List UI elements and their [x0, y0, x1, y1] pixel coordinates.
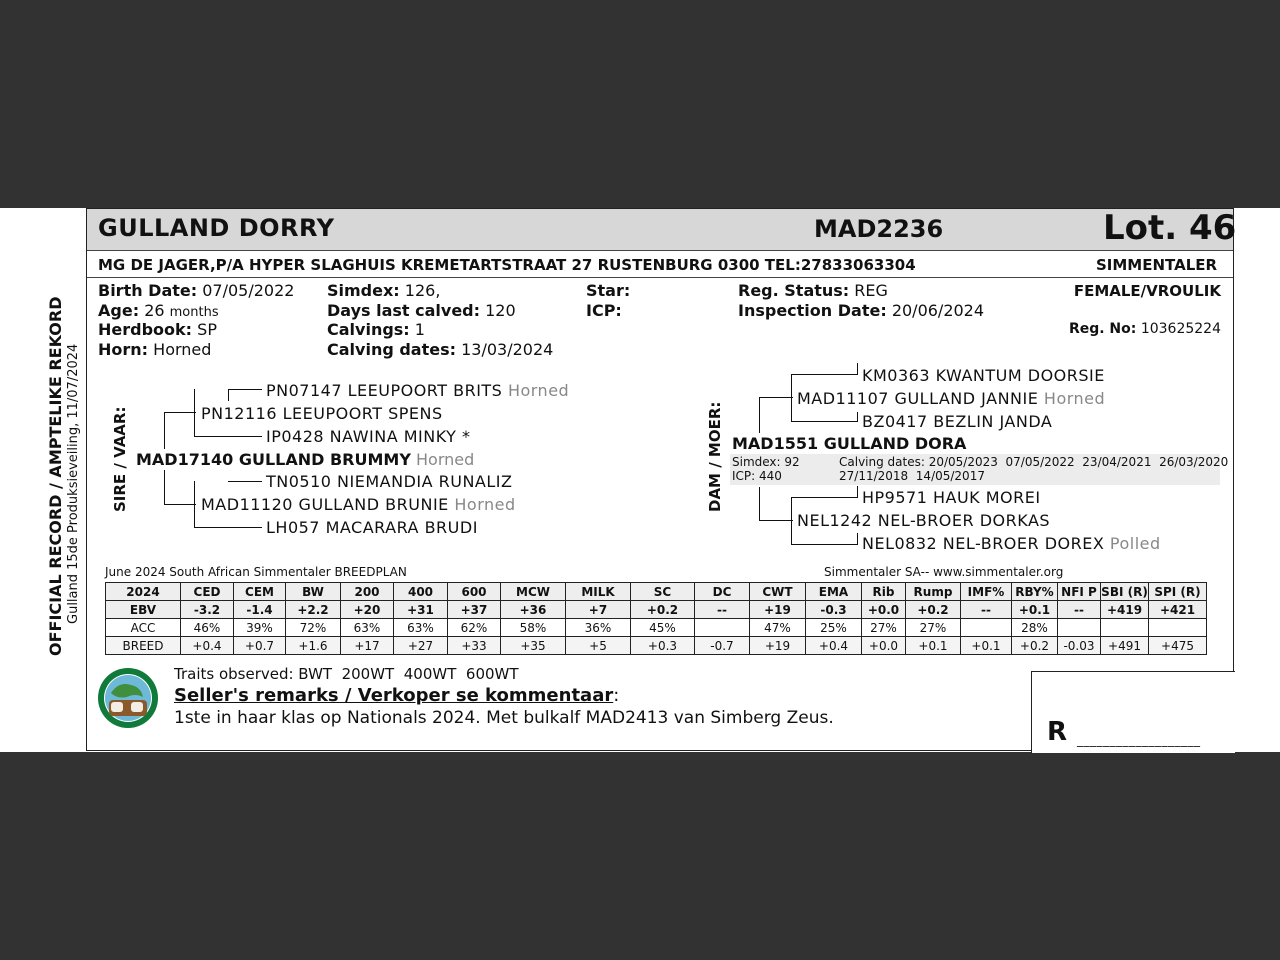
dam-name: MAD1551 GULLAND DORA	[732, 434, 967, 453]
table-cell: NFI P	[1058, 583, 1101, 601]
table-cell: +0.1	[1012, 601, 1058, 619]
table-cell: BW	[286, 583, 341, 601]
table-cell: +421	[1149, 601, 1207, 619]
table-cell: 72%	[286, 619, 341, 637]
official-record-label: OFFICIAL RECORD / AMPTELIKE REKORD	[46, 296, 65, 656]
table-cell: 36%	[566, 619, 631, 637]
table-cell: +33	[448, 637, 501, 655]
ped-line	[164, 504, 196, 505]
table-cell: +0.4	[806, 637, 862, 655]
table-cell: --	[695, 601, 750, 619]
table-cell	[1058, 619, 1101, 637]
ped-line	[194, 436, 262, 437]
table-cell	[1149, 619, 1207, 637]
ped-line	[228, 389, 229, 401]
bid-blank-line[interactable]: ___________________	[1077, 733, 1201, 747]
star-label: Star:	[586, 281, 631, 300]
table-cell: +20	[341, 601, 394, 619]
dam-sire-dam: BZ0417 BEZLIN JANDA	[862, 412, 1053, 431]
table-cell: +0.4	[181, 637, 234, 655]
breed-row	[106, 637, 1207, 655]
ped-line	[194, 481, 195, 527]
calving-dates: Calving dates: 13/03/2024	[327, 340, 554, 359]
table-cell: 63%	[394, 619, 448, 637]
table-cell: SBI (R)	[1101, 584, 1148, 599]
table-cell: MCW	[501, 583, 566, 601]
table-cell: 28%	[1012, 619, 1058, 637]
table-cell: Rump	[906, 583, 961, 601]
table-cell: CEM	[234, 583, 286, 601]
table-cell	[961, 619, 1012, 637]
table-cell: -0.03	[1058, 637, 1101, 655]
lot-number: Lot. 46	[1103, 208, 1237, 248]
simmentaler-logo-icon	[97, 667, 159, 729]
dam-sire-sire: KM0363 KWANTUM DOORSIE	[862, 366, 1105, 385]
ped-line	[759, 520, 793, 521]
table-cell: 47%	[750, 619, 806, 637]
table-cell: +36	[501, 601, 566, 619]
table-cell: +0.7	[234, 637, 286, 655]
table-cell: 27%	[906, 619, 961, 637]
ped-line	[759, 397, 793, 398]
herdbook: Herdbook: SP	[98, 320, 217, 339]
simdex: Simdex: 126,	[327, 281, 441, 300]
dam-sire: MAD11107 GULLAND JANNIE Horned	[797, 389, 1106, 408]
table-cell: +19	[750, 601, 806, 619]
table-cell: +31	[394, 601, 448, 619]
row-label-cell: BREED	[106, 637, 181, 655]
table-cell: 62%	[448, 619, 501, 637]
inspection-date: Inspection Date: 20/06/2024	[738, 301, 985, 320]
table-cell: +0.2	[631, 601, 695, 619]
table-cell: -0.7	[695, 637, 750, 655]
sire-dam-sire: TN0510 NIEMANDIA RUNALIZ	[266, 472, 513, 491]
ped-line	[194, 527, 262, 528]
table-cell: +7	[566, 601, 631, 619]
table-cell: +0.1	[961, 637, 1012, 655]
ebv-row	[106, 601, 1207, 619]
ped-line	[791, 497, 857, 498]
breed-name: SIMMENTALER	[1096, 256, 1218, 274]
table-cell: +19	[750, 637, 806, 655]
table-cell	[695, 619, 750, 637]
table-cell: --	[961, 601, 1012, 619]
owner-line: MG DE JAGER,P/A HYPER SLAGHUIS KREMETARTSTRAAT 27 RUSTENBURG 0300 TEL:27833063304	[98, 256, 916, 274]
sex: FEMALE/VROULIK	[1073, 282, 1221, 300]
table-cell: 39%	[234, 619, 286, 637]
table-cell: 63%	[341, 619, 394, 637]
age: Age: 26 months	[98, 301, 219, 320]
table-cell: +1.6	[286, 637, 341, 655]
breedplan-source: June 2024 South African Simmentaler BREEDPLAN	[105, 565, 407, 579]
dam-dam-sire: HP9571 HAUK MOREI	[862, 488, 1041, 507]
table-cell: +0.3	[631, 637, 695, 655]
ped-line	[759, 487, 760, 520]
table-cell: +419	[1101, 601, 1149, 619]
dam-calving-dates-2: 27/11/2018 14/05/2017	[839, 469, 985, 483]
ebv-table	[105, 582, 1207, 655]
ped-line	[228, 481, 262, 482]
sire-sire: PN12116 LEEUPOORT SPENS	[201, 404, 443, 423]
remarks-text: 1ste in haar klas op Nationals 2024. Met bulkalf MAD2413 van Simberg Zeus.	[174, 708, 834, 728]
ped-line	[791, 374, 857, 375]
dam-simdex: Simdex: 92	[732, 455, 800, 469]
table-cell: CED	[181, 583, 234, 601]
sire-name: MAD17140 GULLAND BRUMMY Horned	[136, 450, 475, 469]
table-cell: +475	[1149, 637, 1207, 655]
ped-line	[857, 412, 858, 422]
row-label-cell: 2024	[106, 583, 181, 601]
ped-line	[857, 533, 858, 545]
table-cell: +491	[1101, 637, 1149, 655]
ped-line	[857, 363, 858, 375]
table-cell: CWT	[750, 583, 806, 601]
acc-row	[106, 619, 1207, 637]
birth-date: Birth Date: 07/05/2022	[98, 281, 295, 300]
ebv-header-row	[106, 583, 1207, 601]
sire-sire-dam: IP0428 NAWINA MINKY *	[266, 427, 471, 446]
dam-dam-dam: NEL0832 NEL-BROER DOREX Polled	[862, 534, 1161, 553]
table-cell: +17	[341, 637, 394, 655]
dam-icp: ICP: 440	[732, 469, 782, 483]
table-cell	[1101, 619, 1149, 637]
table-cell: +0.1	[906, 637, 961, 655]
ped-line	[791, 421, 857, 422]
table-cell: EMA	[806, 583, 862, 601]
calvings: Calvings: 1	[327, 320, 425, 339]
reg-status: Reg. Status: REG	[738, 281, 888, 300]
table-cell: 45%	[631, 619, 695, 637]
table-cell: +27	[394, 637, 448, 655]
dam-calving-dates: Calving dates: 20/05/2023 07/05/2022 23/04/2021 26/03/2020	[839, 455, 1229, 469]
ped-line	[164, 412, 196, 413]
table-cell: +5	[566, 637, 631, 655]
traits-observed: Traits observed: BWT 200WT 400WT 600WT	[174, 665, 519, 683]
ped-line	[164, 470, 165, 504]
dam-dam: NEL1242 NEL-BROER DORKAS	[797, 511, 1051, 530]
ped-line	[857, 486, 858, 498]
table-cell: 200	[341, 583, 394, 601]
reg-no: Reg. No: 103625224	[1068, 321, 1221, 337]
table-cell: +0.2	[906, 601, 961, 619]
table-cell: 27%	[862, 619, 906, 637]
table-cell: --	[1058, 601, 1101, 619]
icp-label: ICP:	[586, 301, 622, 320]
table-cell: +0.0	[862, 637, 906, 655]
remarks-heading: Seller's remarks / Verkoper se kommentaar:	[174, 685, 620, 706]
ped-line	[164, 412, 165, 449]
ped-line	[791, 544, 857, 545]
table-cell: MILK	[566, 583, 631, 601]
animal-reg-code: MAD2236	[814, 215, 944, 243]
table-cell: +0.2	[1012, 637, 1058, 655]
row-label-cell: ACC	[106, 619, 181, 637]
table-cell: 600	[448, 583, 501, 601]
table-cell: -1.4	[234, 601, 286, 619]
table-cell: IMF%	[961, 583, 1012, 601]
table-cell: DC	[695, 583, 750, 601]
table-cell: +0.0	[862, 601, 906, 619]
table-cell: +37	[448, 601, 501, 619]
sire-dam-dam: LH057 MACARARA BRUDI	[266, 518, 478, 537]
row-label-cell: EBV	[106, 601, 181, 619]
table-cell: 46%	[181, 619, 234, 637]
horn-status: Horn: Horned	[98, 340, 212, 359]
table-cell: +35	[501, 637, 566, 655]
table-cell: SC	[631, 583, 695, 601]
dam-label: DAM / MOER:	[706, 401, 724, 512]
sire-dam: MAD11120 GULLAND BRUNIE Horned	[201, 495, 516, 514]
table-cell: +2.2	[286, 601, 341, 619]
sire-label: SIRE / VAAR:	[111, 406, 129, 512]
sale-name-label: Gulland 15de Produksieveiling, 11/07/2024	[66, 343, 81, 624]
bid-currency: R	[1047, 717, 1068, 747]
ped-line	[759, 397, 760, 433]
breedplan-site: Simmentaler SA-- www.simmentaler.org	[824, 565, 1064, 579]
animal-name: GULLAND DORRY	[98, 214, 335, 242]
table-cell: 25%	[806, 619, 862, 637]
table-cell: 58%	[501, 619, 566, 637]
days-last-calved: Days last calved: 120	[327, 301, 516, 320]
table-cell: -3.2	[181, 601, 234, 619]
sire-sire-sire: PN07147 LEEUPOORT BRITS Horned	[266, 381, 570, 400]
table-cell: -0.3	[806, 601, 862, 619]
table-cell: SPI (R)	[1149, 583, 1207, 601]
table-cell: RBY%	[1012, 583, 1058, 601]
ped-line	[228, 389, 262, 390]
table-cell: Rib	[862, 583, 906, 601]
table-cell: 400	[394, 583, 448, 601]
